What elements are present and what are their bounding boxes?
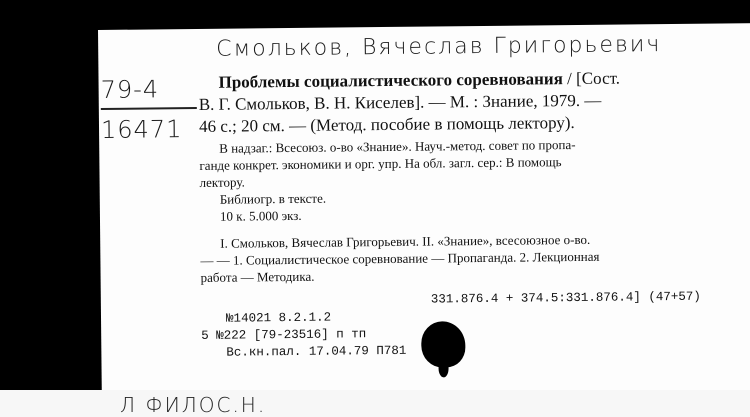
note-line-3: лектору. [199, 174, 245, 190]
title-compiler-prefix: / [Сост. [562, 68, 621, 89]
note-line-2: ганде конкрет. экономики и орг. упр. На обл. загл. сер.: В помощь [199, 154, 562, 173]
title-line-1 [218, 69, 620, 93]
call-number-bottom: 16471 [100, 115, 183, 144]
handwritten-next-card: Л ФИЛОС.Н. [120, 393, 267, 417]
classification-index: 331.876.4 + 374.5:331.876.4] (47+57) [430, 289, 701, 307]
title-line-2: В. Г. Смольков, В. Н. Киселев]. — М. : Знание, 1979. — [198, 90, 602, 114]
call-number-divider [101, 107, 197, 110]
ink-blot-tail [438, 359, 448, 377]
record-line-3: Вс.кн.пал. 17.04.79 П781 [226, 343, 407, 360]
note-line-1: В надзаг.: Всесоюз. о-во «Знание». Науч.-метод. совет по пропа- [219, 137, 576, 156]
book-title: Проблемы социалистического соревнования [218, 69, 563, 92]
subject-line-2: — — 1. Социалистическое соревнование — Пропаганда. 2. Лекционная [200, 248, 600, 268]
bibliography-note: Библиогр. в тексте. [219, 190, 327, 207]
next-card-edge [0, 390, 750, 417]
title-line-3: 46 с.; 20 см. — (Метод. пособие в помощь лектору). [198, 113, 575, 136]
record-number: №14021 8.2.1.2 [225, 310, 332, 326]
subject-line-3: работа — Методика. [200, 268, 315, 285]
handwritten-author-heading: Смольков, Вячеслав Григорьевич [216, 32, 662, 62]
subject-line-1: I. Смольков, Вячеслав Григорьевич. II. «Знание», всесоюзное о-во. [220, 231, 591, 251]
record-line-2: 5 №222 [79-23516] п тп [201, 327, 367, 343]
catalog-card [98, 23, 750, 408]
price-and-print-run: 10 к. 5.000 экз. [219, 207, 302, 224]
call-number-top: 79-4 [100, 75, 160, 104]
